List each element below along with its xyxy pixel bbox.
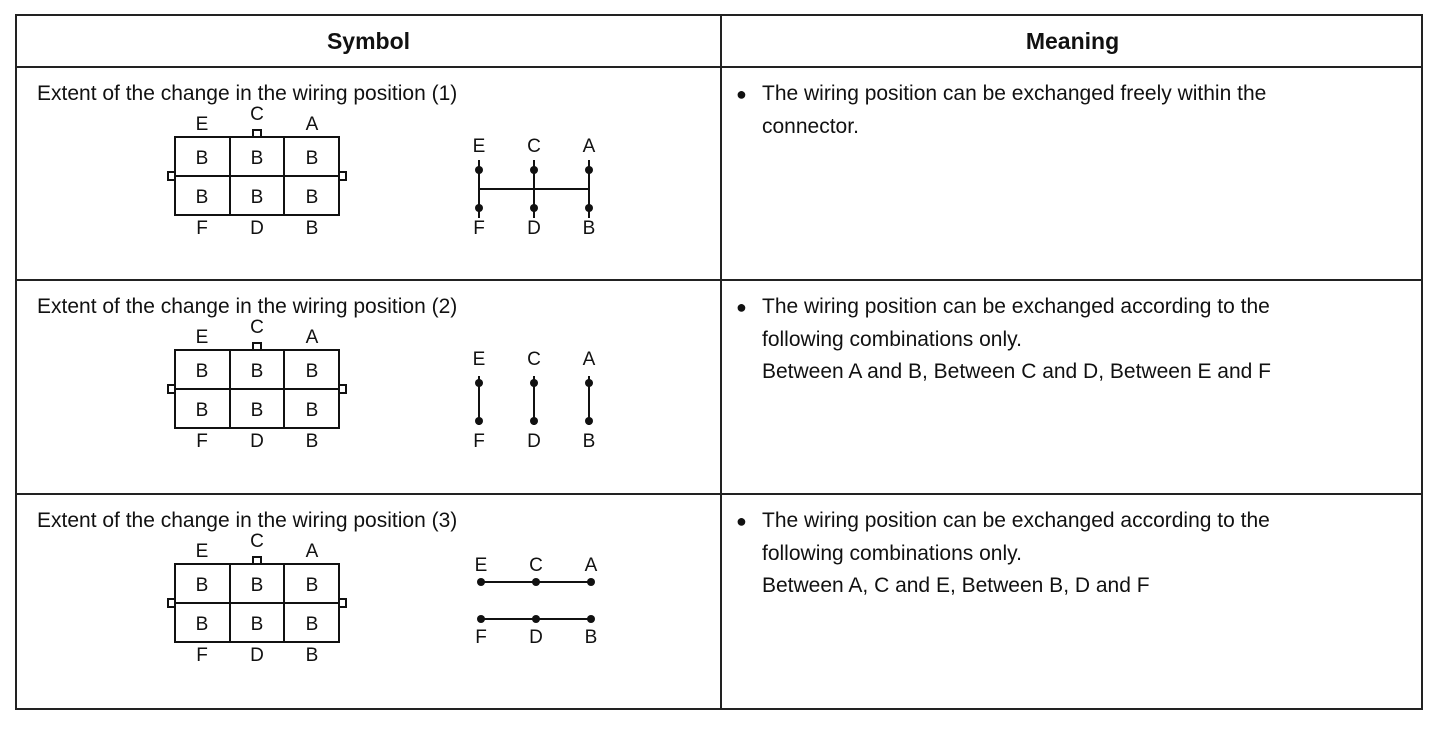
meaning-line: following combinations only.	[762, 541, 1022, 565]
label-top-1: E	[195, 541, 209, 562]
schem-bottom-2: D	[527, 431, 541, 452]
cell-6: B	[305, 400, 319, 421]
schem-bottom-2: D	[527, 218, 541, 239]
connector-diagram	[157, 531, 598, 685]
cell-1: B	[195, 148, 209, 169]
label-top-3: A	[305, 541, 319, 562]
meaning-text	[736, 78, 1402, 143]
schem-top-2: C	[529, 555, 543, 576]
meaning-text	[736, 505, 1402, 603]
meaning-line: Between A, C and E, Between B, D and F	[762, 574, 1150, 597]
schem-bottom-3: B	[582, 431, 596, 452]
table-row-2	[17, 281, 1421, 493]
schem-top-2: C	[527, 349, 541, 370]
bullet-icon: ●	[736, 297, 747, 317]
wiring-table	[15, 14, 1423, 710]
header-symbol: Symbol	[326, 27, 411, 54]
schem-bottom-1: F	[475, 627, 487, 648]
cell-1: B	[195, 361, 209, 382]
label-bottom-1: F	[196, 645, 208, 666]
schem-top-1: E	[474, 555, 488, 576]
meaning-line: Between A and B, Between C and D, Between E and F	[762, 360, 1271, 383]
cell-1: B	[195, 575, 209, 596]
schem-top-1: E	[472, 349, 486, 370]
cell-5: B	[250, 400, 264, 421]
header-meaning: Meaning	[1025, 27, 1120, 54]
label-bottom-3: B	[305, 218, 319, 239]
cell-3: B	[305, 148, 319, 169]
label-top-1: E	[195, 327, 209, 348]
schem-top-3: A	[582, 136, 596, 157]
label-bottom-1: F	[196, 218, 208, 239]
cell-2: B	[250, 575, 264, 596]
cell-4: B	[195, 614, 209, 635]
cell-4: B	[195, 187, 209, 208]
cell-5: B	[250, 614, 264, 635]
cell-5: B	[250, 187, 264, 208]
schem-bottom-1: F	[473, 431, 485, 452]
cell-4: B	[195, 400, 209, 421]
meaning-text	[736, 291, 1402, 389]
table-row-1	[17, 68, 1421, 279]
label-top-3: A	[305, 114, 319, 135]
cell-6: B	[305, 187, 319, 208]
meaning-line: connector.	[762, 114, 859, 138]
schem-top-3: A	[584, 555, 598, 576]
table-row-3	[17, 495, 1421, 710]
label-top-2: C	[250, 104, 264, 125]
label-bottom-3: B	[305, 645, 319, 666]
schem-bottom-1: F	[473, 218, 485, 239]
meaning-line: following combinations only.	[762, 327, 1022, 351]
cell-3: B	[305, 361, 319, 382]
row-title: Extent of the change in the wiring position (1)	[37, 82, 458, 105]
schem-bottom-2: D	[529, 627, 543, 648]
schem-top-3: A	[582, 349, 596, 370]
schem-top-1: E	[472, 136, 486, 157]
schem-bottom-3: B	[582, 218, 596, 239]
label-top-2: C	[250, 317, 264, 338]
cell-2: B	[250, 361, 264, 382]
meaning-line: The wiring position can be exchanged according to the	[762, 295, 1270, 318]
label-top-1: E	[195, 114, 209, 135]
row-title: Extent of the change in the wiring position (2)	[37, 295, 458, 318]
cell-2: B	[250, 148, 264, 169]
label-top-2: C	[250, 531, 264, 552]
cell-6: B	[305, 614, 319, 635]
bullet-icon: ●	[736, 84, 747, 104]
label-bottom-2: D	[250, 431, 264, 452]
label-bottom-1: F	[196, 431, 208, 452]
label-bottom-3: B	[305, 431, 319, 452]
schem-top-2: C	[527, 136, 541, 157]
row-title: Extent of the change in the wiring position (3)	[37, 509, 458, 532]
connector-diagram	[157, 104, 597, 258]
connector-diagram	[157, 317, 597, 471]
label-bottom-2: D	[250, 218, 264, 239]
meaning-line: The wiring position can be exchanged according to the	[762, 509, 1270, 532]
bullet-icon: ●	[736, 511, 747, 531]
schem-bottom-3: B	[584, 627, 598, 648]
label-top-3: A	[305, 327, 319, 348]
label-bottom-2: D	[250, 645, 264, 666]
cell-3: B	[305, 575, 319, 596]
meaning-line: The wiring position can be exchanged freely within the	[762, 82, 1267, 105]
